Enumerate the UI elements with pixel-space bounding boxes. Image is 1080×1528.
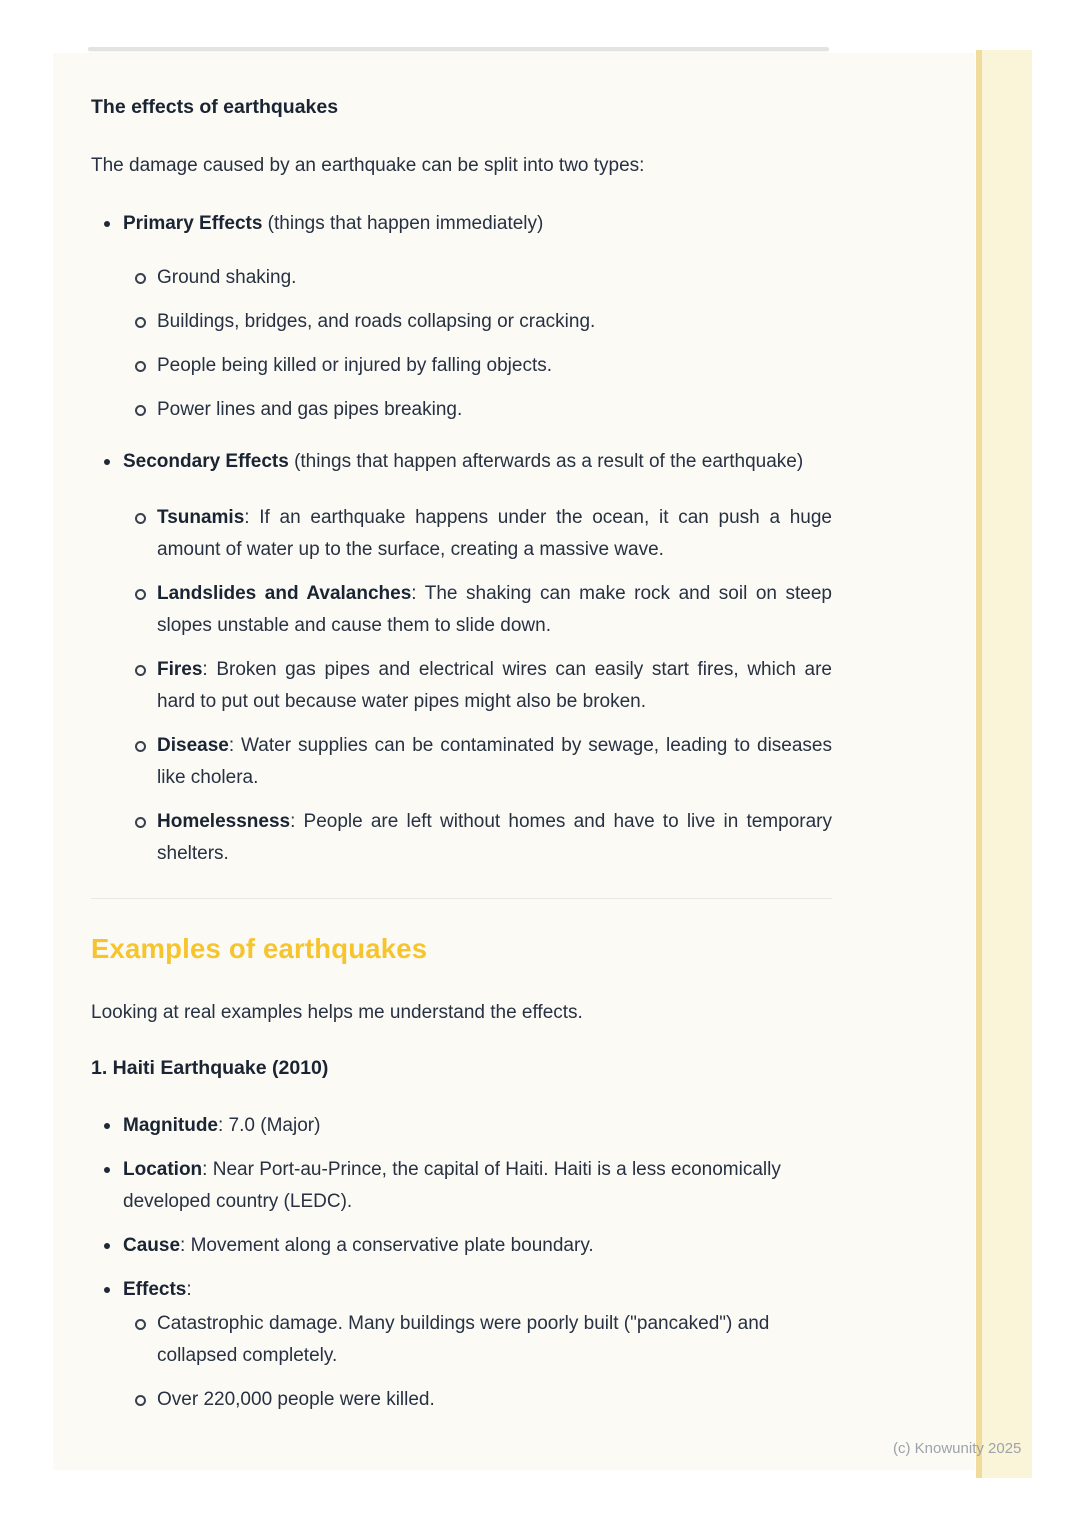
list-item-effects bbox=[91, 1274, 832, 1416]
page-top-shadow bbox=[88, 47, 829, 51]
list-item: Buildings, bridges, and roads collapsing or cracking. bbox=[91, 306, 832, 338]
list-item: Ground shaking. bbox=[91, 262, 832, 294]
disease-term: Disease bbox=[157, 735, 229, 756]
section-heading-effects: The effects of earthquakes bbox=[91, 96, 339, 118]
haiti-effects-sublist bbox=[91, 1308, 832, 1416]
homelessness-description: : People are left without homes and have to live in temporary shelters. bbox=[157, 811, 832, 864]
list-item-cause bbox=[91, 1230, 832, 1262]
tsunamis-term: Tsunamis bbox=[157, 507, 245, 528]
examples-intro-paragraph: Looking at real examples helps me understand the effects. bbox=[91, 1002, 583, 1023]
list-item-magnitude bbox=[91, 1110, 832, 1142]
list-item-homelessness bbox=[91, 806, 832, 870]
fires-term: Fires bbox=[157, 659, 203, 680]
primary-effects-rest: (things that happen immediately) bbox=[262, 213, 544, 234]
page-content bbox=[53, 53, 975, 1416]
tsunamis-description: : If an earthquake happens under the ocean, it can push a huge amount of water up to the surface, creating a massive wave. bbox=[157, 507, 832, 560]
secondary-effects-rest: (things that happen afterwards as a result of the earthquake) bbox=[288, 451, 804, 472]
homelessness-term: Homelessness bbox=[157, 811, 291, 832]
landslides-term: Landslides and Avalanches bbox=[157, 583, 412, 604]
list-item-primary-effects bbox=[91, 208, 832, 426]
magnitude-term: Magnitude bbox=[123, 1115, 218, 1136]
effects-intro-paragraph: The damage caused by an earthquake can be split into two types: bbox=[91, 155, 645, 176]
list-item-location bbox=[91, 1154, 832, 1218]
location-term: Location bbox=[123, 1159, 203, 1180]
secondary-effects-term: Secondary Effects bbox=[123, 451, 289, 472]
copyright-watermark: (c) Knowunity 2025 bbox=[893, 1440, 1022, 1457]
primary-effects-sublist bbox=[91, 262, 832, 426]
disease-description: : Water supplies can be contaminated by sewage, leading to diseases like cholera. bbox=[157, 735, 832, 788]
effects-colon: : bbox=[186, 1279, 192, 1300]
list-item-secondary-effects bbox=[91, 446, 832, 870]
bookmark-stripe bbox=[982, 50, 1032, 1478]
list-item: People being killed or injured by falling objects. bbox=[91, 350, 832, 382]
document-page bbox=[53, 53, 975, 1470]
fires-description: : Broken gas pipes and electrical wires can easily start fires, which are hard to put out because water pipes might also be broken. bbox=[157, 659, 832, 712]
cause-term: Cause bbox=[123, 1235, 181, 1256]
section-divider bbox=[91, 898, 832, 899]
list-item-deaths: Over 220,000 people were killed. bbox=[91, 1384, 832, 1416]
section-heading-examples: Examples of earthquakes bbox=[91, 933, 428, 964]
primary-effects-term: Primary Effects bbox=[123, 213, 263, 234]
haiti-facts-list bbox=[91, 1110, 832, 1416]
list-item-landslides bbox=[91, 578, 832, 642]
list-item-disease bbox=[91, 730, 832, 794]
effects-term: Effects bbox=[123, 1279, 187, 1300]
list-item: Power lines and gas pipes breaking. bbox=[91, 394, 832, 426]
effects-list bbox=[91, 208, 832, 870]
list-item-tsunamis bbox=[91, 502, 832, 566]
list-item-catastrophic-damage: Catastrophic damage. Many buildings were poorly built ("pancaked") and collapsed completely. bbox=[91, 1308, 832, 1372]
magnitude-value: : 7.0 (Major) bbox=[218, 1115, 321, 1136]
cause-value: : Movement along a conservative plate boundary. bbox=[180, 1235, 594, 1256]
secondary-effects-sublist bbox=[91, 502, 832, 870]
landslides-description: : The shaking can make rock and soil on steep slopes unstable and cause them to slide down. bbox=[157, 583, 832, 636]
location-value: : Near Port-au-Prince, the capital of Haiti. Haiti is a less economically developed country (LEDC). bbox=[123, 1159, 781, 1212]
example-title-haiti: 1. Haiti Earthquake (2010) bbox=[91, 1057, 329, 1079]
list-item-fires bbox=[91, 654, 832, 718]
